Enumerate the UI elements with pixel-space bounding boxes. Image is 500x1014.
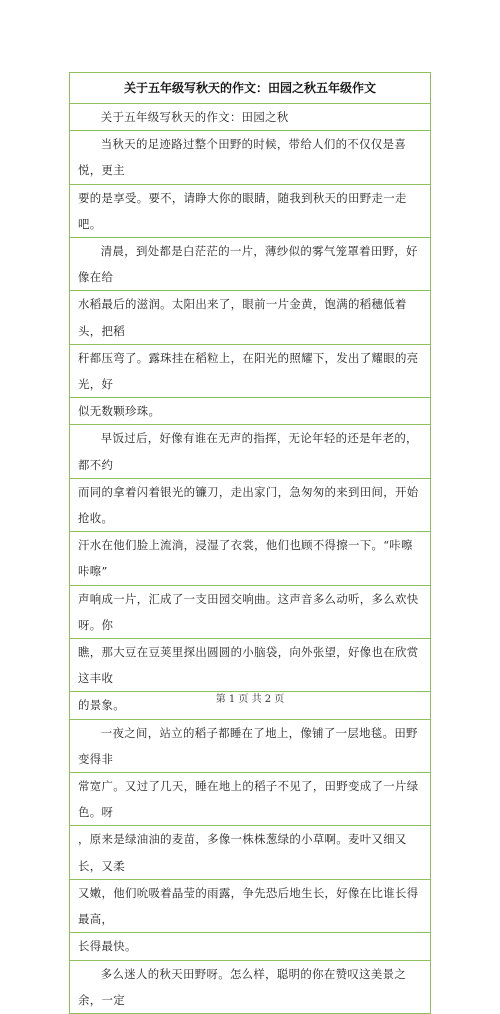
paragraph-line: 声响成一片，汇成了一支田园交响曲。这声音多么动听，多么欢快呀。你 xyxy=(70,586,430,639)
paragraph-line: 早饭过后，好像有谁在无声的指挥，无论年轻的还是年老的，都不约 xyxy=(70,425,430,478)
paragraph-line: 似无数颗珍珠。 xyxy=(78,404,161,419)
paragraph-line: 汗水在他们脸上流淌，浸湿了衣裳，他们也顾不得擦一下。“咔嚓咔嚓” xyxy=(70,532,430,585)
essay-title: 关于五年级写秋天的作文：田园之秋五年级作文 xyxy=(70,73,430,104)
essay-table xyxy=(69,72,431,1014)
essay-paragraph xyxy=(70,238,430,425)
paragraph-line: 水稻最后的滋润。太阳出来了，眼前一片金黄，饱满的稻穗低着头，把稻 xyxy=(70,291,430,344)
paragraph-line: 当秋天的足迹路过整个田野的时候，带给人们的不仅仅是喜悦，更主 xyxy=(70,131,430,184)
essay-paragraph xyxy=(70,720,430,961)
paragraph-line: 清晨，到处都是白茫茫的一片，薄纱似的雾气笼罩着田野，好像在给 xyxy=(70,238,430,291)
page-footer: 第 1 页 共 2 页 xyxy=(215,694,285,705)
essay-paragraph xyxy=(70,425,430,719)
paragraph-line: 长得最快。 xyxy=(78,939,137,954)
paragraph-line: 常宽广。又过了几天，睡在地上的稻子不见了，田野变成了一片绿色。呀 xyxy=(70,773,430,826)
paragraph-line: 又嫩，他们吮吸着晶莹的雨露，争先恐后地生长，好像在比谁长得最高， xyxy=(70,880,430,933)
essay-paragraph xyxy=(70,131,430,238)
paragraph-line: 而同的拿着闪着银光的镰刀，走出家门，急匆匆的来到田间，开始抢收。 xyxy=(70,479,430,532)
paragraph-line: 瞧，那大豆在豆荚里探出圆圆的小脑袋，向外张望，好像也在欣赏这丰收 xyxy=(70,639,430,692)
paragraph-line: 一夜之间，站立的稻子都睡在了地上，像铺了一层地毯。田野变得非 xyxy=(70,720,430,773)
essay-paragraph xyxy=(70,961,430,1013)
paragraph-line: 多么迷人的秋天田野呀。怎么样，聪明的你在赞叹这美景之余，一定 xyxy=(78,966,407,1007)
subtitle-text: 关于五年级写秋天的作文：田园之秋 xyxy=(100,110,289,124)
paragraph-line: 的景象。 xyxy=(78,698,125,713)
paragraph-line: 要的是享受。要不，请睁大你的眼睛，随我到秋天的田野走一走吧。 xyxy=(78,190,407,231)
paragraph-line: 秆都压弯了。露珠挂在稻粒上，在阳光的照耀下，发出了耀眼的亮光，好 xyxy=(70,345,430,398)
essay-subtitle xyxy=(70,104,430,131)
paragraph-line: ，原来是绿油油的麦苗，多像一株株葱绿的小草啊。麦叶又细又长，又柔 xyxy=(70,826,430,879)
